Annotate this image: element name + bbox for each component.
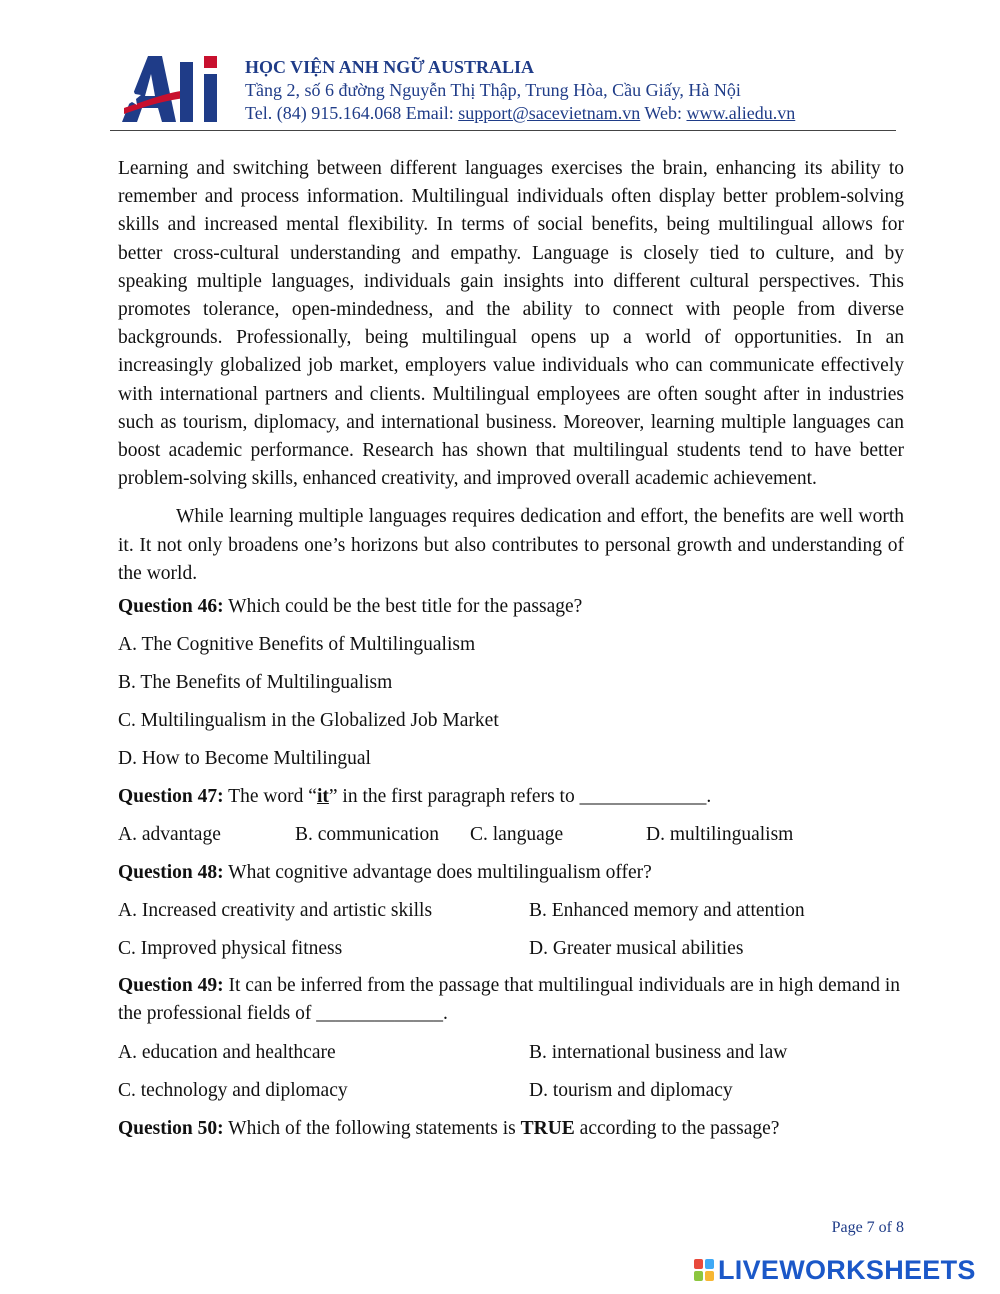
q47-option-a[interactable]: A. advantage [118,824,221,846]
q47-options-row [118,816,904,854]
question-48 [118,854,904,892]
q46-option-a[interactable]: A. The Cognitive Benefits of Multilingualism [118,634,476,656]
q48-option-b[interactable]: B. Enhanced memory and attention [529,900,805,922]
passage-paragraph-1: Learning and switching between different languages exercises the brain, enhancing its ability to remember and process information. Multilingual individuals often display better problem-solving skills and increased mental flexibility. In terms of social benefits, being multilingual allows for better cross-cultural understanding and empathy. Language is closely tied to culture, and by speaking multiple languages, individuals gain insights into different cultural perspectives. This promotes tolerance, open-mindedness, and the ability to connect with people from diverse backgrounds. Professionally, being multilingual opens up a world of opportunities. In an increasingly globalized job market, employers value individuals who can communicate effectively with international partners and clients. Multilingual employees are often sought after in industries such as tourism, diplomacy, and international business. Moreover, learning multiple languages can boost academic performance. Research has shown that multilingual students tend to have better problem-solving skills, enhanced creativity, and improved overall academic achievement. [118,158,904,490]
question-50-text-after: according to the passage? [574,1118,780,1140]
question-49-label: Question 49: [118,975,224,997]
liveworksheets-wordmark: LIVEWORKSHEETS [718,1254,976,1285]
question-50-text-before: Which of the following statements is [223,1118,521,1140]
tel-text: Tel. (84) 915.164.068 Email: [245,103,459,123]
q48-option-d[interactable]: D. Greater musical abilities [529,938,744,960]
document-body [118,155,904,1148]
q49-option-b[interactable]: B. international business and law [529,1042,788,1064]
q46-option-c[interactable]: C. Multilingualism in the Globalized Job Market [118,710,499,732]
q47-option-d[interactable]: D. multilingualism [646,824,794,846]
q46-option-b[interactable]: B. The Benefits of Multilingualism [118,672,393,694]
q48-option-a[interactable]: A. Increased creativity and artistic skills [118,900,433,922]
q49-options-row-1 [118,1034,904,1072]
q48-options-row-1 [118,892,904,930]
q47-option-b[interactable]: B. communication [295,824,440,846]
header-text [245,56,795,125]
question-49-text: It can be inferred from the passage that multilingual individuals are in high demand in the professional fields of _____________. [118,975,900,1025]
passage-paragraph-2: While learning multiple languages requires dedication and effort, the benefits are well worth it. It not only broadens one’s horizons but also contributes to personal growth and understanding of the world. [118,506,904,584]
question-50-emphasis: TRUE [520,1118,575,1140]
question-46 [118,588,904,626]
question-46-text: Which could be the best title for the passage? [223,596,583,618]
question-47-label: Question 47: [118,786,224,808]
question-46-label: Question 46: [118,596,224,618]
question-48-label: Question 48: [118,862,224,884]
org-name: HỌC VIỆN ANH NGỮ AUSTRALIA [245,57,535,77]
org-address: Tầng 2, số 6 đường Nguyễn Thị Thập, Trung Hòa, Cầu Giấy, Hà Nội [245,80,741,100]
web-label: Web: [640,103,687,123]
question-47-text-after: ” in the first paragraph refers to _____________. [328,786,712,808]
question-47 [118,778,904,816]
question-47-keyword: it [316,786,329,808]
liveworksheets-brand[interactable] [694,1255,976,1285]
question-47-text-before: The word “ [223,786,317,808]
q47-option-c[interactable]: C. language [470,824,564,846]
email-link[interactable]: support@sacevietnam.vn [458,103,641,123]
question-50 [118,1110,904,1148]
q49-options-row-2 [118,1072,904,1110]
q49-option-a[interactable]: A. education and healthcare [118,1042,336,1064]
ali-logo [118,48,230,126]
contact-line [245,102,795,125]
liveworksheets-icon [694,1259,714,1281]
q49-option-d[interactable]: D. tourism and diplomacy [529,1080,733,1102]
web-link[interactable]: www.aliedu.vn [686,103,796,123]
question-49 [118,968,904,1034]
q48-option-c[interactable]: C. Improved physical fitness [118,938,343,960]
q46-option-d[interactable]: D. How to Become Multilingual [118,748,371,770]
q48-options-row-2 [118,930,904,968]
question-50-label: Question 50: [118,1118,224,1140]
question-48-text: What cognitive advantage does multilingualism offer? [223,862,652,884]
document-header [110,48,900,132]
page-number: Page 7 of 8 [831,1219,904,1236]
header-divider [110,130,896,131]
q49-option-c[interactable]: C. technology and diplomacy [118,1080,348,1102]
